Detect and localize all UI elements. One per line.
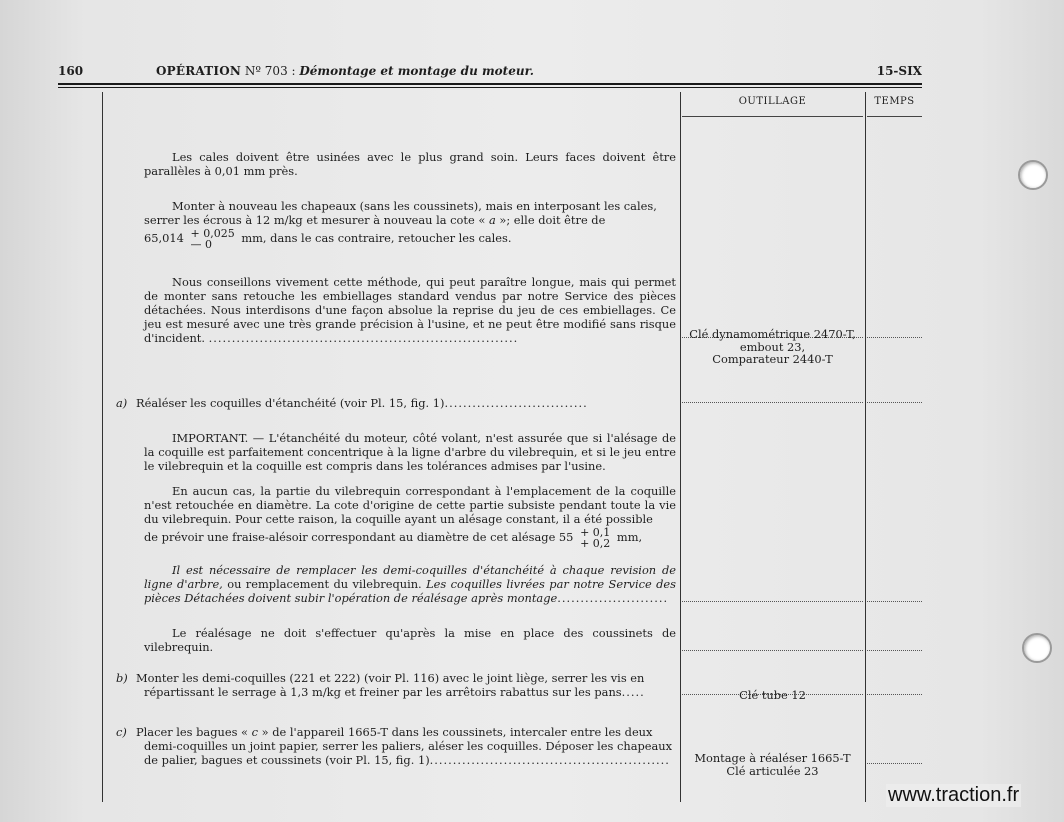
tools-separator [682, 601, 863, 602]
paragraph-important: IMPORTANT. — L'étanchéité du moteur, côté volant, n'est assurée que si l'alésage de la coquille est parfaitement concentrique à la ligne d'arbre du vilebrequin, et si le jeu entre le vilebrequin et la coquille est compris dans les tolérances admises par l'usine. [144, 431, 676, 473]
tool-reaming-fixture: Montage à réaléser 1665-T Clé articulée 23 [694, 751, 851, 778]
paragraph-shims: Les cales doivent être usinées avec le plus grand soin. Leurs faces doivent être parallèles à 0,01 mm près. [144, 150, 676, 178]
header-rule-thick [58, 83, 922, 85]
page-number: 160 [58, 64, 84, 78]
model-code: 15-SIX [876, 64, 922, 78]
time-separator [867, 601, 922, 602]
tools-separator [682, 650, 863, 651]
punch-hole-bottom [1022, 633, 1052, 663]
time-separator [867, 337, 922, 338]
time-separator [867, 763, 922, 764]
time-column-header: TEMPS [874, 96, 915, 107]
operation-number: Nº 703 : [244, 64, 296, 78]
operation-title: Démontage et montage du moteur. [299, 64, 534, 78]
time-column-line [865, 92, 866, 802]
step-a-label: a) [116, 396, 128, 410]
tool-socket-wrench: Clé tube 12 [739, 688, 806, 702]
time-separator [867, 650, 922, 651]
step-c-text: Placer les bagues « c » de l'appareil 1665-T dans les coussinets, intercaler entre les deux demi-coquilles un joint papier, serrer les paliers, aléser les coquilles. Déposer les chapeaux de palier, bagues et coussinets (voir Pl. 15, fig. 1).................................................... [136, 725, 673, 767]
watermark-text: www.traction.fr [888, 784, 1020, 806]
tool-torque-wrench: Clé dynamométrique 2470-T, embout 23, Comparateur 2440-T [689, 327, 856, 366]
tools-separator [682, 402, 863, 403]
operation-word: OPÉRATION [156, 64, 242, 78]
header-rule-thin [58, 87, 922, 88]
time-separator [867, 694, 922, 695]
step-b-text: Monter les demi-coquilles (221 et 222) (voir Pl. 116) avec le joint liège, serrer les vis en répartissant le serrage à 1,3 m/kg et freiner par les arrêtoirs rabattus sur les pans..... [136, 671, 645, 699]
left-margin-line [102, 92, 103, 802]
paragraph-remount-caps: Monter à nouveau les chapeaux (sans les coussinets), mais en interposant les cales, serrer les écrous à 12 m/kg et mesurer à nouveau la cote « a »; elle doit être de 65,014 + 0,025 — 0 mm, dans le cas contraire, retoucher les cales. [144, 199, 657, 251]
operation-heading [156, 64, 534, 78]
page-header [58, 64, 922, 82]
time-separator [867, 402, 922, 403]
paragraph-crankshaft: En aucun cas, la partie du vilebrequin correspondant à l'emplacement de la coquille n'est retouchée en diamètre. La cote d'origine de cette partie subsiste pendant toute la vie du vilebrequin. Pour cette raison, la coquille ayant un alésage constant, il a été possible de prévoir une fraise-alésoir correspondant au diamètre de cet alésage 55 + 0,1 + 0,2 mm, [144, 484, 676, 550]
paragraph-reboring-note: Le réalésage ne doit s'effectuer qu'après la mise en place des coussinets de vilebrequin. [144, 626, 676, 654]
step-c-label: c) [116, 725, 127, 739]
tools-header-rule [682, 116, 863, 117]
paragraph-recommendation: Nous conseillons vivement cette méthode, qui peut paraître longue, mais qui permet de monter sans retouche les embiellages standard vendus par notre Service des pièces détachées. Nous interdisons d'une façon absolue la reprise du jeu de ces embiellages. Ce jeu est mesuré avec une très grande précision à l'usine, et ne peut être modifié sans risque d'incident. ................................................................... [144, 275, 676, 345]
paragraph-half-shells-note: Il est nécessaire de remplacer les demi-coquilles d'étanchéité à chaque revision de ligne d'arbre, ou remplacement du vilebrequin. Les coquilles livrées par notre Service des pièces Détachées doivent subir l'opération de réalésage après montage........................ [144, 563, 677, 605]
step-b-label: b) [116, 671, 128, 685]
time-header-rule [867, 116, 922, 117]
punch-hole-top [1018, 160, 1048, 190]
tools-column-header: OUTILLAGE [738, 96, 807, 107]
step-a-text: Réaléser les coquilles d'étanchéité (voir Pl. 15, fig. 1)............................... [136, 396, 588, 410]
tools-column-line [680, 92, 681, 802]
